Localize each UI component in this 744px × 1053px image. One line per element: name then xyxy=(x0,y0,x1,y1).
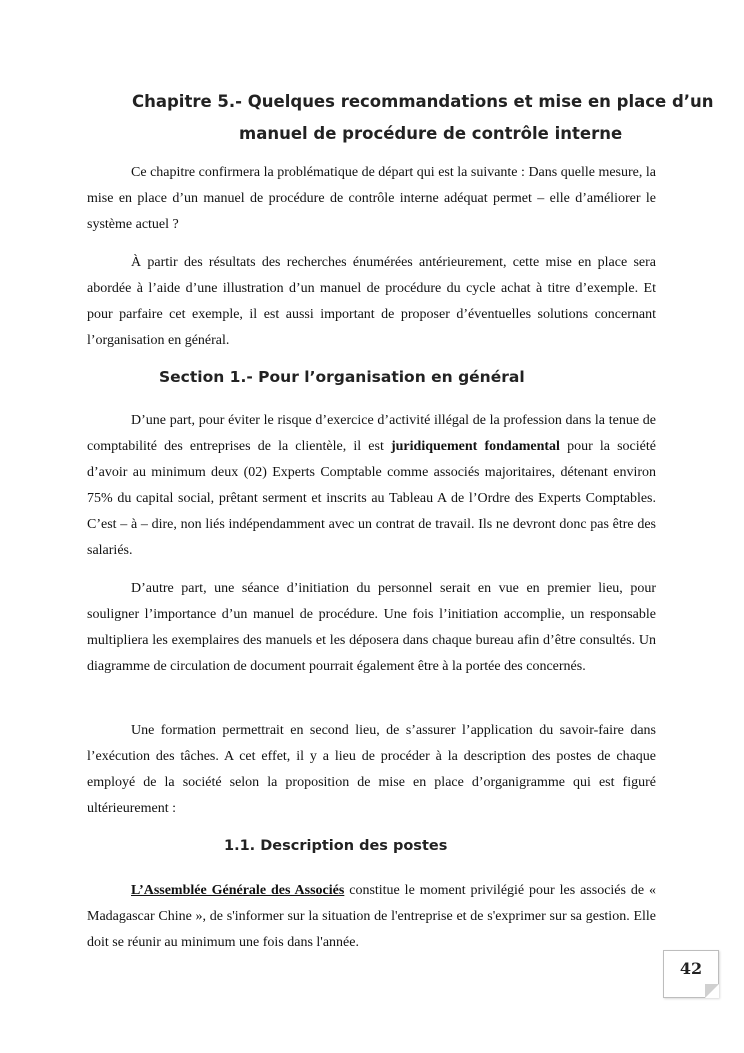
paragraph-initiation-text: D’autre part, une séance d’initiation du personnel serait en vue en premier lieu, pour souligner l’importance d’un manuel de procédure. Une fois l’initiation accomplie, un responsable multipliera les exemplaires des manuels et les déposera dans chaque bureau afin d’être consultés. Un diagramme de circulation de document pourrait également être à la portée des concernés. xyxy=(87,581,656,674)
paragraph-training xyxy=(87,718,656,822)
paragraph-assembly xyxy=(87,878,656,956)
emphasis-bold: juridiquement fondamental xyxy=(390,439,560,454)
chapter-title xyxy=(132,86,714,150)
paragraph-experts xyxy=(87,408,656,564)
section-heading: Section 1.- Pour l’organisation en général xyxy=(159,368,525,386)
paragraph-training-text: Une formation permettrait en second lieu, de s’assurer l’application du savoir-faire dans l’exécution des tâches. A cet effet, il y a lieu de procéder à la description des postes de chaque employé de la société selon la proposition de mise en place d’organigramme qui est figuré ultérieurement : xyxy=(87,723,656,816)
chapter-title-line-1: Chapitre 5.- Quelques recommandations et mise en place d’un xyxy=(132,92,714,111)
paragraph-initiation xyxy=(87,576,656,680)
page-number-box xyxy=(663,950,719,998)
paragraph-assembly-text: constitue le moment privilégié pour les associés de « Madagascar Chine », de s'informer sur la situation de l'entreprise et de s'exprimer sur sa gestion. Elle doit se réunir au minimum une fois dans l'année. xyxy=(87,883,656,950)
paragraph-approach-text: À partir des résultats des recherches énumérées antérieurement, cette mise en place sera abordée à l’aide d’une illustration d’un manuel de procédure du cycle achat à titre d’exemple. Et pour parfaire cet exemple, il est aussi important de proposer d’éventuelles solutions concernant l’organisation en général. xyxy=(87,255,656,348)
page-curl-icon xyxy=(705,984,719,998)
paragraph-intro-text: Ce chapitre confirmera la problématique de départ qui est la suivante : Dans quelle mesure, la mise en place d’un manuel de procédure de contrôle interne adéquat permet – elle d’améliorer le système actuel ? xyxy=(87,165,656,232)
underlined-term: L’Assemblée Générale des Associés xyxy=(131,883,345,898)
paragraph-intro xyxy=(87,160,656,238)
page-number: 42 xyxy=(679,959,703,978)
subsection-heading: 1.1. Description des postes xyxy=(224,838,448,854)
paragraph-experts-text-1: D’une part, pour éviter le risque d’exercice d’activité illégal de la profession dans la tenue de comptabilité des entreprises de la clientèle, il est xyxy=(87,413,656,454)
chapter-title-line-2: manuel de procédure de contrôle interne xyxy=(239,124,623,143)
paragraph-experts-text-2: pour la société d’avoir au minimum deux (02) Experts Comptable comme associés majoritaires, détenant environ 75% du capital social, prêtant serment et inscrits au Tableau A de l’Ordre des Experts Comptables. C’est – à – dire, non liés indépendamment avec un contrat de travail. Ils ne devront donc pas être des salariés. xyxy=(87,439,656,558)
paragraph-approach xyxy=(87,250,656,354)
